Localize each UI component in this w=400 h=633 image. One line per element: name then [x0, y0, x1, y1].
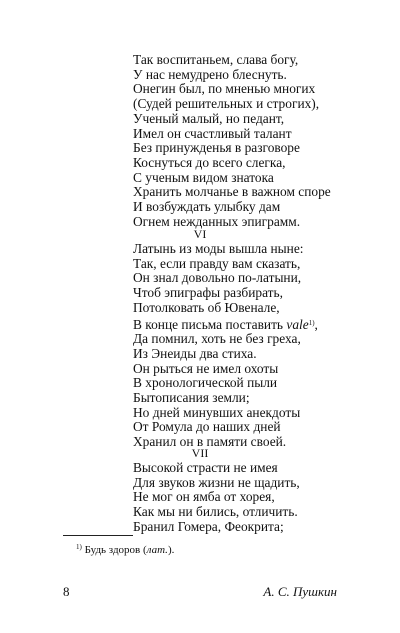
verse-line: Но дней минувших анекдоты [133, 404, 301, 420]
verse-line: Не мог он ямба от хорея, [133, 489, 275, 505]
verse-line: Да помнил, хоть не без греха, [133, 331, 301, 347]
verse-line: Хранить молчанье в важном споре [133, 184, 331, 200]
verse-line: Хранил он в памяти своей. [133, 434, 287, 450]
footnote-text: Будь здоров ( [81, 544, 147, 556]
verse-punctuation: , [314, 316, 318, 332]
stanza-5 [133, 53, 373, 229]
verse-line: Латынь из моды вышла ныне: [133, 241, 304, 256]
verse-line: У нас немудрено блеснуть. [133, 66, 287, 82]
footnote-reference[interactable]: 1) [308, 318, 315, 327]
verse-line: С ученым видом знатока [133, 169, 274, 185]
verse-line: От Ромула до наших дней [133, 419, 281, 435]
footnote-mark: 1) [76, 543, 82, 551]
footnote-abbreviation: лат. [146, 544, 168, 556]
verse-line: Он рыться не имел охоты [133, 360, 279, 376]
verse-line: Огнем нежданных эпиграмм. [133, 213, 301, 229]
stanza-7 [133, 461, 373, 535]
stanza-numeral-vi: VI [193, 227, 207, 241]
verse-line: Высокой страсти не имея [133, 460, 278, 475]
verse-line: Из Энеиды два стиха. [133, 345, 257, 361]
footnote-divider [63, 535, 133, 536]
stanza-numeral-vii: VII [191, 446, 209, 460]
verse-line: В хронологической пыли [133, 375, 278, 391]
verse-line: Коснуться до всего слегка, [133, 154, 286, 170]
page-number: 8 [63, 584, 70, 599]
verse-line: (Судей решительных и строгих), [133, 96, 320, 112]
running-head-author: А. С. Пушкин [263, 584, 337, 599]
verse-line: Так воспитаньем, слава богу, [133, 52, 299, 67]
verse-line: Для звуков жизни не щадить, [133, 474, 300, 490]
verse-line: Бранил Гомера, Феокрита; [133, 518, 284, 534]
verse-line: Он знал довольно по-латыни, [133, 270, 302, 286]
verse-line: Как мы ни бились, отличить. [133, 504, 298, 520]
verse-line: Так, если правду вам сказать, [133, 255, 301, 271]
verse-line: Потолковать об Ювенале, [133, 299, 280, 315]
verse-line: Чтоб эпиграфы разбирать, [133, 285, 283, 301]
verse-line: Ученый малый, но педант, [133, 110, 285, 126]
verse-line: Онегин был, по мненью многих [133, 81, 316, 97]
verse-line-with-footnote [133, 316, 373, 333]
footnote-end: ). [167, 544, 175, 556]
verse-text: В конце письма поставить [133, 316, 287, 332]
verse-line: Без принужденья в разговоре [133, 140, 300, 156]
verse-line: Бытописания земли; [133, 390, 250, 406]
verse-line: И возбуждать улыбку дам [133, 199, 281, 215]
footnote [76, 541, 174, 557]
latin-word: vale [286, 316, 309, 332]
verse-line: Имел он счастливый талант [133, 125, 292, 141]
stanza-6 [133, 242, 373, 450]
